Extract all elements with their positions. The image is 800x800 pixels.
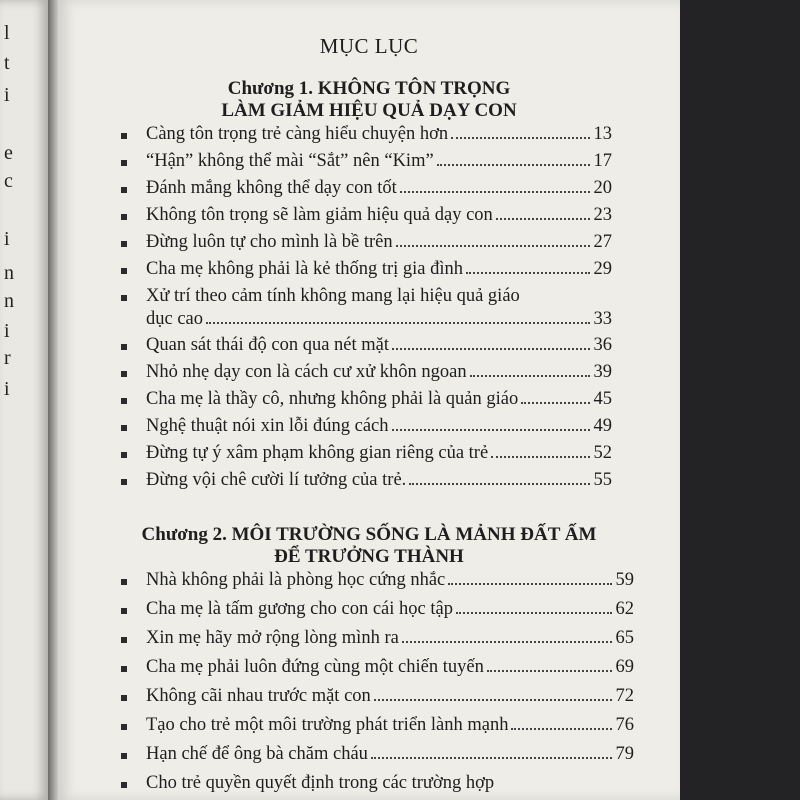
bullet-icon bbox=[121, 608, 127, 614]
bullet-icon bbox=[121, 666, 127, 672]
dot-leader bbox=[206, 322, 589, 324]
bullet-icon bbox=[121, 371, 127, 377]
toc-entry[interactable] bbox=[146, 570, 634, 591]
toc-entry[interactable] bbox=[146, 232, 612, 253]
toc-page-number: 27 bbox=[593, 232, 612, 252]
toc-entry-title: Nhỏ nhẹ dạy con là cách cư xử khôn ngoan bbox=[146, 362, 467, 382]
chapter-heading-line2: ĐỂ TRƯỞNG THÀNH bbox=[274, 546, 464, 567]
toc-entry-title: Hạn chế để ông bà chăm cháu bbox=[146, 744, 368, 764]
toc-entry[interactable] bbox=[146, 309, 612, 330]
bullet-icon bbox=[121, 753, 127, 759]
bullet-icon bbox=[121, 160, 127, 166]
toc-entry-title: Không cãi nhau trước mặt con bbox=[146, 686, 371, 706]
dot-leader bbox=[456, 612, 612, 614]
toc-entry[interactable] bbox=[146, 657, 634, 678]
dot-leader bbox=[521, 402, 589, 404]
toc-entry-title: Xử trí theo cảm tính không mang lại hiệu quả giáo bbox=[146, 286, 520, 306]
toc-page-number: 49 bbox=[593, 416, 612, 436]
bullet-icon bbox=[121, 398, 127, 404]
dot-leader bbox=[470, 375, 590, 377]
facing-page-text-fragment: t bbox=[4, 52, 10, 74]
table-of-contents-page bbox=[58, 0, 680, 800]
toc-entry-title: Xin mẹ hãy mở rộng lòng mình ra bbox=[146, 628, 399, 648]
toc-page-number: 72 bbox=[615, 686, 634, 706]
toc-entry[interactable] bbox=[146, 628, 634, 649]
bullet-icon bbox=[121, 479, 127, 485]
toc-entry-title: Nghệ thuật nói xin lỗi đúng cách bbox=[146, 416, 389, 436]
toc-entry[interactable] bbox=[146, 715, 634, 736]
toc-page-number: 52 bbox=[593, 443, 612, 463]
toc-entry-title: Cha mẹ là thầy cô, nhưng không phải là quản giáo bbox=[146, 389, 519, 409]
dot-leader bbox=[511, 728, 611, 730]
dot-leader bbox=[448, 583, 611, 585]
toc-entry-title: Đừng vội chê cười lí tưởng của trẻ. bbox=[146, 470, 407, 490]
dot-leader bbox=[396, 245, 590, 247]
dot-leader bbox=[392, 348, 589, 350]
toc-entry[interactable] bbox=[146, 416, 612, 437]
chapter-heading-line2: LÀM GIẢM HIỆU QUẢ DẠY CON bbox=[221, 100, 517, 121]
toc-page-number: 33 bbox=[593, 309, 612, 329]
toc-entry-title: Quan sát thái độ con qua nét mặt bbox=[146, 335, 390, 355]
bullet-icon bbox=[121, 782, 127, 788]
toc-entry[interactable] bbox=[146, 686, 634, 707]
toc-page-number: 79 bbox=[615, 744, 634, 764]
toc-page-number: 62 bbox=[615, 599, 634, 619]
toc-entry[interactable] bbox=[146, 124, 612, 145]
bullet-icon bbox=[121, 344, 127, 350]
facing-page-text-fragment: c bbox=[4, 170, 13, 192]
dot-leader bbox=[487, 670, 612, 672]
toc-entry-title: Đừng luôn tự cho mình là bề trên bbox=[146, 232, 393, 252]
toc-entry-title-continuation: dục cao bbox=[146, 309, 204, 329]
dot-leader bbox=[402, 641, 612, 643]
dot-leader bbox=[392, 429, 590, 431]
toc-page-number: 23 bbox=[593, 205, 612, 225]
toc-entry-title: Cho trẻ quyền quyết định trong các trường hợp bbox=[146, 773, 495, 793]
toc-page-number: 55 bbox=[593, 470, 612, 490]
facing-page-text-fragment: i bbox=[4, 84, 10, 106]
toc-page-number: 39 bbox=[593, 362, 612, 382]
bullet-icon bbox=[121, 187, 127, 193]
toc-entry[interactable] bbox=[146, 151, 612, 172]
dot-leader bbox=[371, 757, 612, 759]
bullet-icon bbox=[121, 295, 127, 301]
page-title: MỤC LỤC bbox=[319, 34, 419, 58]
toc-entry-title: Càng tôn trọng trẻ càng hiểu chuyện hơn bbox=[146, 124, 449, 144]
toc-entry[interactable] bbox=[146, 259, 612, 280]
toc-entry-title: Đừng tự ý xâm phạm không gian riêng của trẻ bbox=[146, 443, 489, 463]
toc-entry[interactable] bbox=[146, 205, 612, 226]
toc-entry[interactable] bbox=[146, 599, 634, 620]
toc-entry[interactable] bbox=[146, 773, 634, 794]
facing-page-edge bbox=[0, 0, 48, 800]
dot-leader bbox=[466, 272, 589, 274]
chapter-heading-line1: Chương 1. KHÔNG TÔN TRỌNG bbox=[227, 78, 511, 99]
toc-entry[interactable] bbox=[146, 362, 612, 383]
toc-page-number: 36 bbox=[593, 335, 612, 355]
toc-entry-title: Đánh mắng không thể dạy con tốt bbox=[146, 178, 397, 198]
chapter-heading bbox=[58, 524, 680, 568]
toc-entry[interactable] bbox=[146, 470, 612, 491]
toc-entry-title: Tạo cho trẻ một môi trường phát triển lành mạnh bbox=[146, 715, 509, 735]
toc-entry-title: Cha mẹ phải luôn đứng cùng một chiến tuyến bbox=[146, 657, 484, 677]
toc-page-number: 20 bbox=[593, 178, 612, 198]
facing-page-text-fragment: i bbox=[4, 320, 10, 342]
dot-leader bbox=[400, 191, 590, 193]
background-surface bbox=[680, 0, 800, 800]
book-gutter bbox=[48, 0, 58, 800]
toc-page-number: 29 bbox=[593, 259, 612, 279]
facing-page-text-fragment: n bbox=[4, 262, 14, 284]
toc-entry[interactable] bbox=[146, 744, 634, 765]
toc-page-number: 76 bbox=[615, 715, 634, 735]
toc-page-number: 45 bbox=[593, 389, 612, 409]
toc-entry-title: Không tôn trọng sẽ làm giảm hiệu quả dạy con bbox=[146, 205, 493, 225]
bullet-icon bbox=[121, 214, 127, 220]
bullet-icon bbox=[121, 724, 127, 730]
toc-page-number: 59 bbox=[615, 570, 634, 590]
toc-entry-title: Cha mẹ là tấm gương cho con cái học tập bbox=[146, 599, 453, 619]
dot-leader bbox=[374, 699, 612, 701]
toc-entry-title: Nhà không phải là phòng học cứng nhắc bbox=[146, 570, 446, 590]
bullet-icon bbox=[121, 579, 127, 585]
bullet-icon bbox=[121, 241, 127, 247]
facing-page-text-fragment: n bbox=[4, 290, 14, 312]
toc-entry-title: Cha mẹ không phải là kẻ thống trị gia đình bbox=[146, 259, 464, 279]
facing-page-text-fragment: e bbox=[4, 142, 13, 164]
dot-leader bbox=[409, 483, 589, 485]
toc-entry[interactable] bbox=[146, 335, 612, 356]
toc-page-number: 65 bbox=[615, 628, 634, 648]
toc-entry[interactable] bbox=[146, 178, 612, 199]
dot-leader bbox=[437, 164, 590, 166]
toc-entry[interactable] bbox=[146, 389, 612, 410]
bullet-icon bbox=[121, 425, 127, 431]
dot-leader bbox=[491, 456, 589, 458]
toc-entry[interactable] bbox=[146, 443, 612, 464]
bullet-icon bbox=[121, 637, 127, 643]
bullet-icon bbox=[121, 268, 127, 274]
bullet-icon bbox=[121, 133, 127, 139]
bullet-icon bbox=[121, 452, 127, 458]
facing-page-text-fragment: l bbox=[4, 22, 10, 44]
toc-page-number: 17 bbox=[593, 151, 612, 171]
facing-page-text-fragment: r bbox=[4, 347, 11, 369]
chapter-heading bbox=[58, 78, 680, 122]
facing-page-text-fragment: i bbox=[4, 228, 10, 250]
toc-page-number: 13 bbox=[593, 124, 612, 144]
bullet-icon bbox=[121, 695, 127, 701]
chapter-heading-line1: Chương 2. MÔI TRƯỜNG SỐNG LÀ MẢNH ĐẤT ẤM bbox=[141, 524, 597, 545]
dot-leader bbox=[451, 137, 589, 139]
facing-page-text-fragment: i bbox=[4, 378, 10, 400]
toc-entry-title: “Hận” không thể mài “Sắt” nên “Kim” bbox=[146, 151, 434, 171]
toc-page-number: 69 bbox=[615, 657, 634, 677]
dot-leader bbox=[496, 218, 590, 220]
